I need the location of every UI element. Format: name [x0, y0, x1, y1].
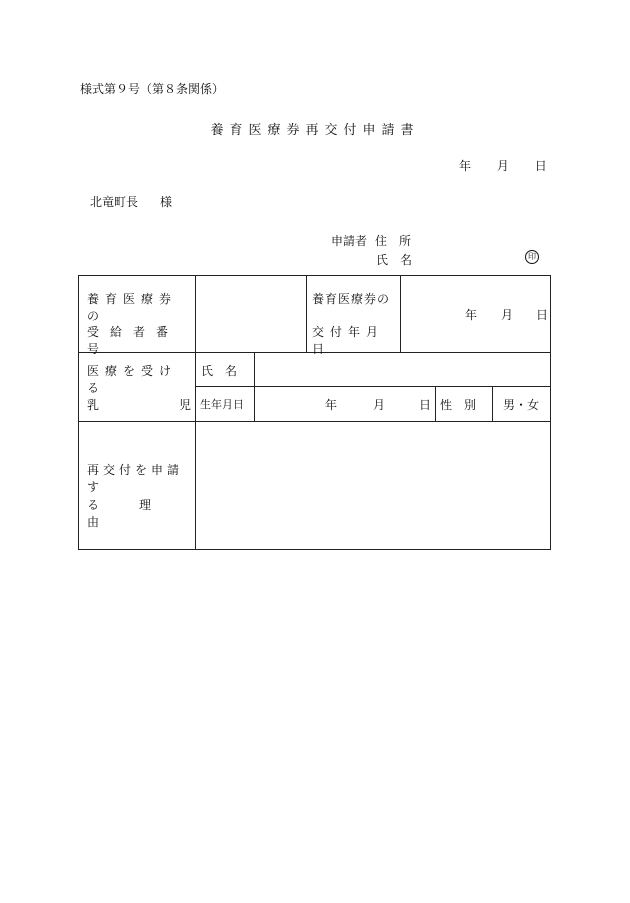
applicant-address-line	[331, 232, 411, 249]
recipient-number-label-1: 養育医療券の	[87, 292, 178, 323]
row-divider	[196, 386, 550, 387]
infant-name-label: 氏 名	[201, 364, 238, 378]
page-title: 養育医療券再交付申請書	[210, 123, 420, 138]
recipient-number-label-2: 受給者番号	[87, 325, 180, 356]
birth-year: 年	[325, 398, 338, 412]
application-table	[78, 275, 551, 550]
addressee-name: 北竜町長	[90, 195, 139, 209]
infant-label-2	[87, 396, 191, 413]
birth-date-label: 生年月日	[200, 398, 244, 411]
birth-day: 日	[419, 398, 432, 412]
address-label: 住 所	[375, 234, 412, 248]
col-divider	[195, 276, 196, 549]
date-month: 月	[496, 159, 509, 173]
reason-label-2: る 理 由	[87, 498, 192, 529]
seal-icon: 印	[525, 250, 539, 264]
application-date	[459, 157, 547, 174]
infant-label-right: 児	[178, 398, 191, 412]
col-divider	[435, 386, 436, 421]
infant-name-field[interactable]	[257, 354, 549, 385]
date-day: 日	[534, 159, 547, 173]
birth-month: 月	[373, 398, 386, 412]
date-year: 年	[459, 159, 472, 173]
col-divider	[492, 386, 493, 421]
sex-value[interactable]: 男・女	[503, 398, 540, 412]
recipient-number-field[interactable]	[198, 278, 304, 350]
sex-label: 性 別	[440, 398, 477, 412]
issue-date-label-1: 養育医療券の	[312, 292, 391, 306]
col-divider	[254, 352, 255, 421]
row-divider	[79, 421, 550, 422]
infant-label-left: 乳	[87, 398, 100, 412]
col-divider	[306, 276, 307, 352]
col-divider	[400, 276, 401, 352]
issue-date-label-2: 交付年月日	[312, 325, 385, 356]
issue-date-month: 月	[501, 308, 514, 322]
addressee-honorific: 様	[160, 195, 173, 209]
issue-date-year: 年	[465, 308, 478, 322]
form-number: 様式第９号（第８条関係）	[80, 82, 225, 96]
reason-field[interactable]	[198, 424, 548, 547]
addressee	[90, 193, 172, 210]
applicant-label: 申請者	[331, 234, 368, 248]
reason-label-1: 再交付を申請す	[87, 463, 184, 494]
applicant-name-label: 氏 名	[376, 253, 413, 267]
infant-label-1: 医療を受ける	[87, 364, 178, 395]
issue-date-day: 日	[536, 308, 549, 322]
